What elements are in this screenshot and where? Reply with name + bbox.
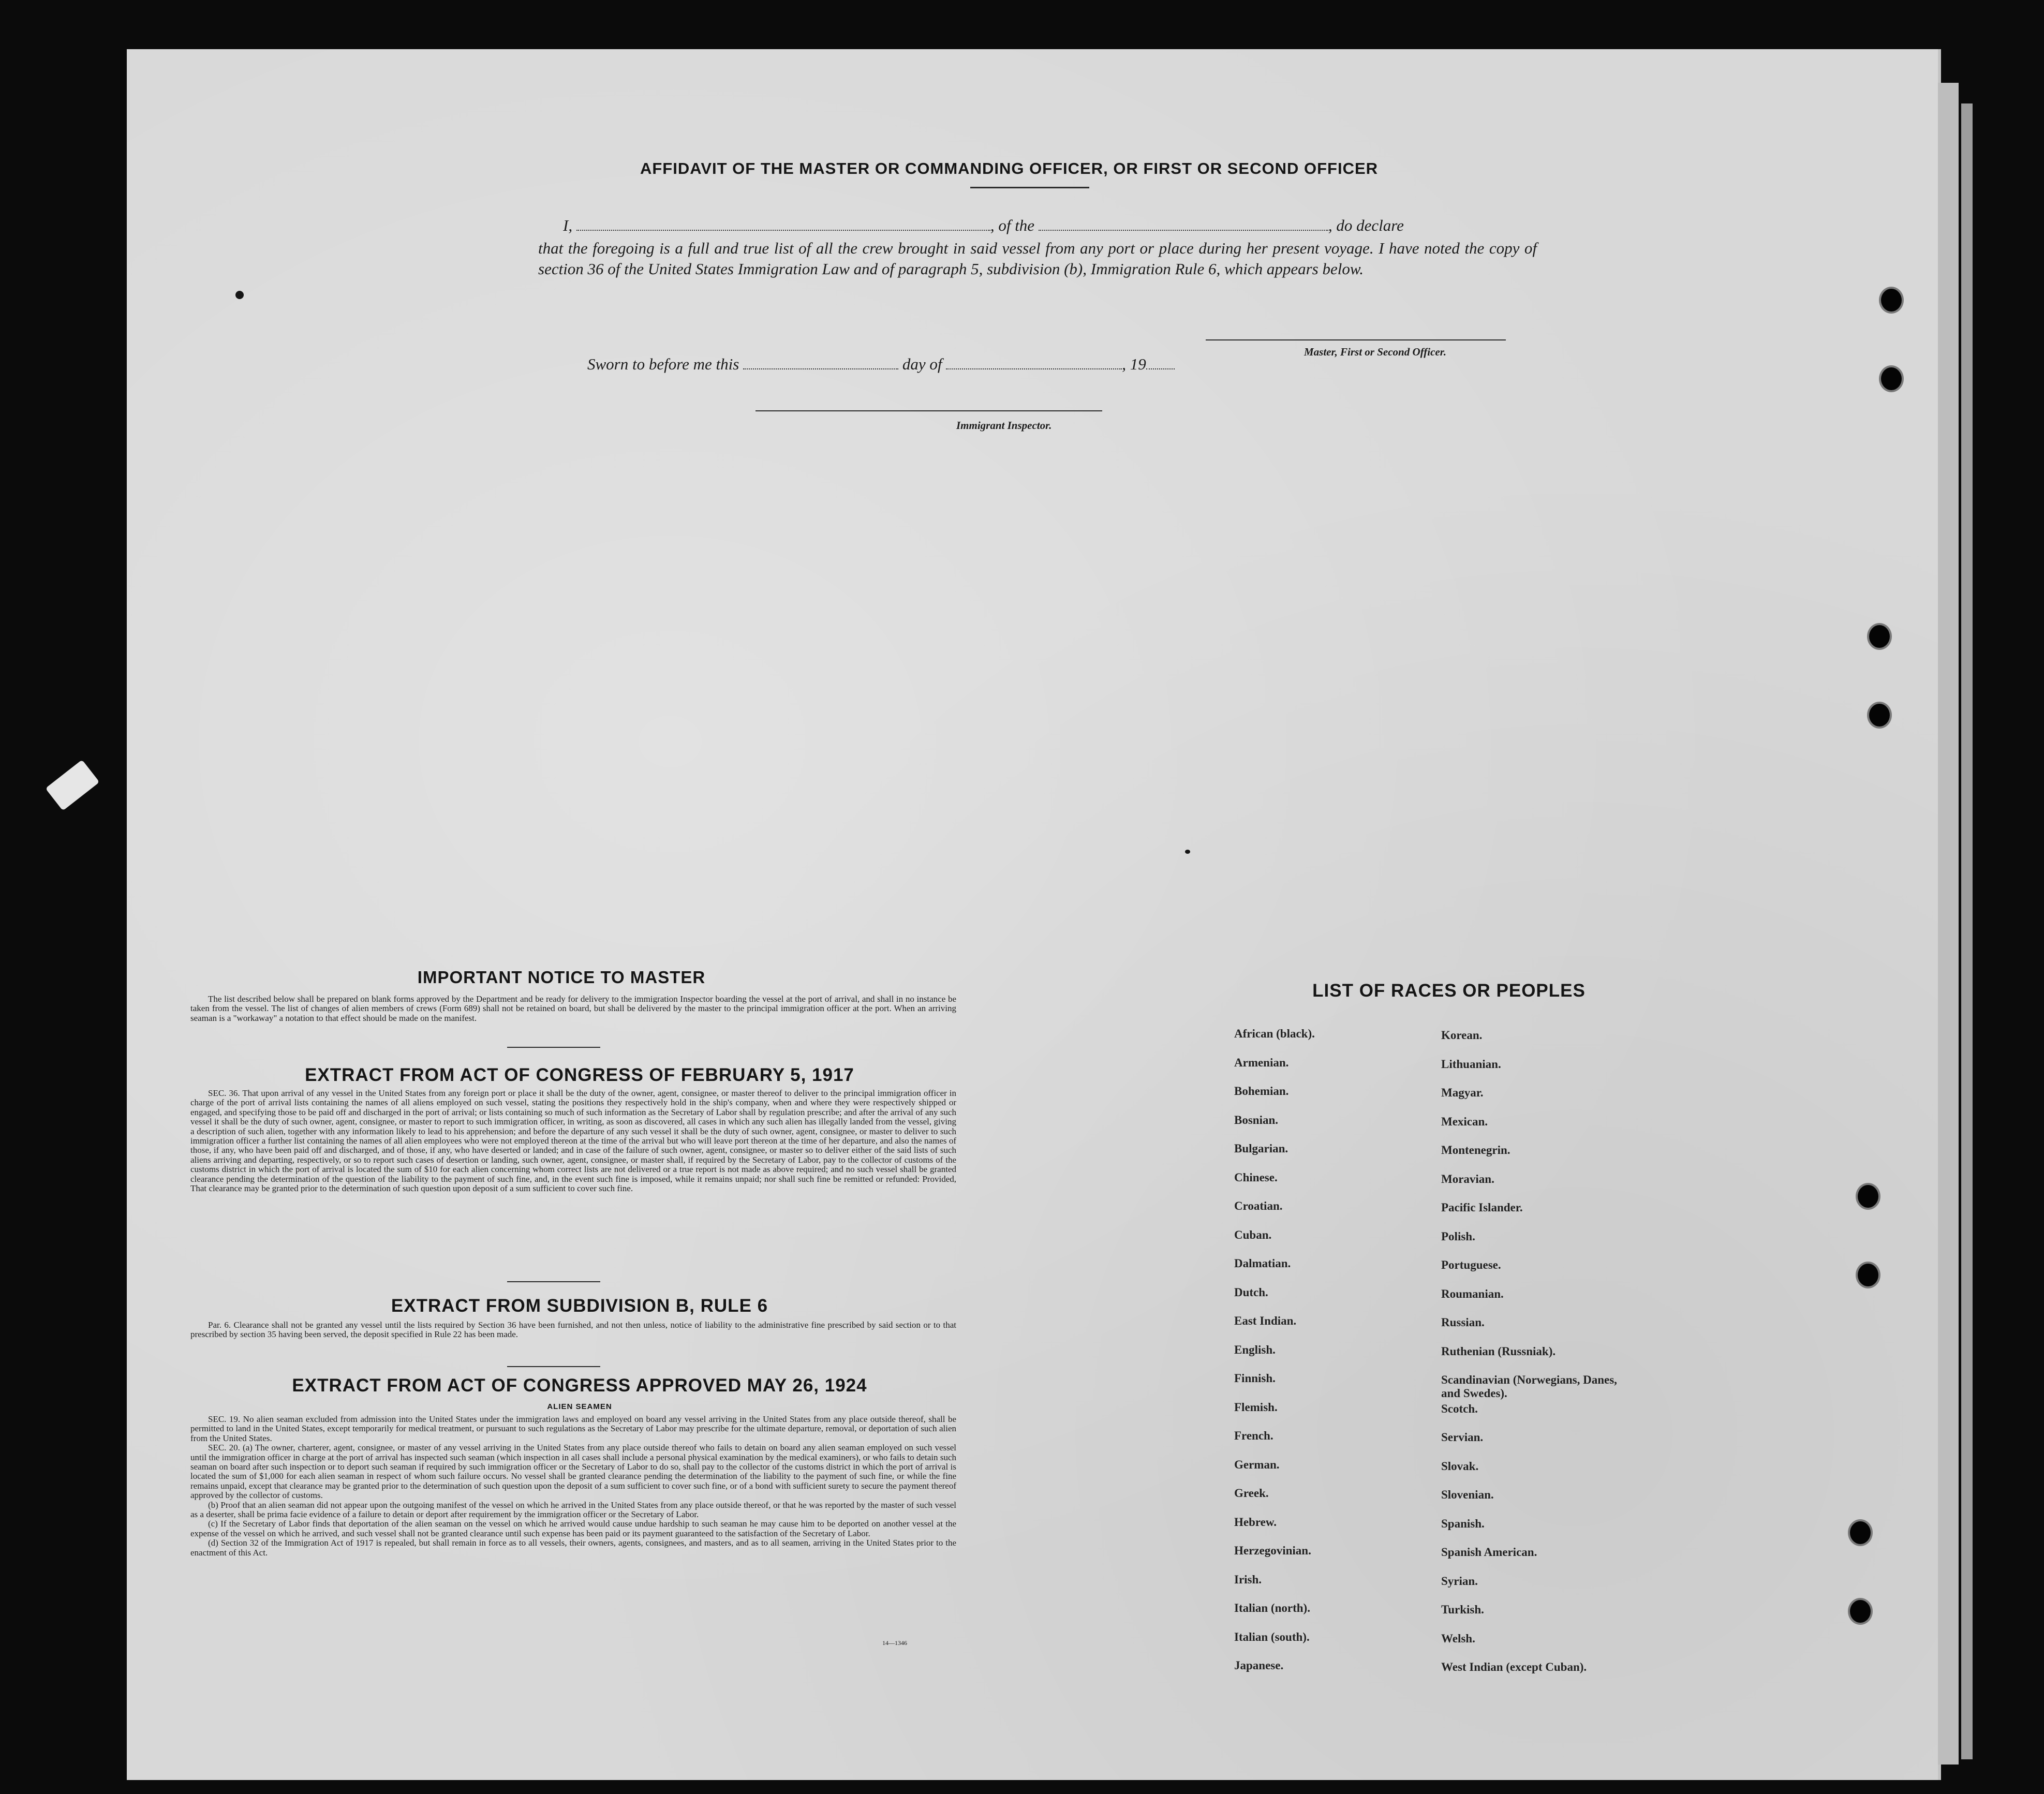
race-item: Montenegrin. <box>1441 1144 1510 1157</box>
inspector-caption: Immigrant Inspector. <box>956 419 1052 432</box>
binder-hole-icon <box>1850 1600 1871 1623</box>
race-item: Russian. <box>1441 1316 1485 1329</box>
notice-text <box>190 995 956 1023</box>
paper-clip <box>46 760 100 811</box>
declare-label: , do declare <box>1328 216 1404 234</box>
declaration-line <box>563 216 1404 235</box>
race-item: Slovenian. <box>1441 1488 1494 1501</box>
race-item: Greek. <box>1234 1487 1269 1500</box>
act-1924-text <box>190 1415 956 1558</box>
divider <box>507 1281 600 1282</box>
race-item: Hebrew. <box>1234 1515 1277 1529</box>
day-of-label: day of <box>902 355 942 373</box>
binder-hole-icon <box>1881 367 1902 390</box>
binder-hole-icon <box>1869 704 1890 727</box>
sec-20a-paragraph: SEC. 20. (a) The owner, charterer, agent, consignee, or master of any vessel arriving in the United States from any place outside thereof who fails to detain on board any alien seaman employed on such vessel until the immigration officer in charge at the port of arrival has inspected such seaman (which inspection in all cases shall include a personal physical examination by the medical examiners), or who fails to detain such seaman on board after such inspection or to deport such seaman if required by such immigration officer or the Secretary of Labor to do so, shall pay to the collector of the customs district in which the port of arrival is located the sum of $1,000 for each alien seaman in respect of whom such failure occurs. No vessel shall be granted clearance pending the determination of the liability to the payment of such fine, or while the fine remains unpaid, except that clearance may be granted prior to the determination of such question upon the deposit of a sum sufficient to cover such fine, or of a bond with sufficient surety to secure the payment thereof approved by the collector of customs. <box>190 1443 956 1501</box>
ink-spot <box>1185 850 1190 854</box>
act-1917-text <box>190 1089 956 1193</box>
sworn-line <box>587 355 1175 374</box>
races-right-column <box>1441 1029 1617 1689</box>
race-item: Portuguese. <box>1441 1258 1501 1271</box>
race-item: Bosnian. <box>1234 1113 1279 1126</box>
act-1924-title: EXTRACT FROM ACT OF CONGRESS APPROVED MAY 26, 1924 <box>292 1375 867 1396</box>
race-item: Lithuanian. <box>1441 1057 1501 1071</box>
race-item: Herzegovinian. <box>1234 1544 1311 1557</box>
race-item: Syrian. <box>1441 1574 1478 1588</box>
races-left-column <box>1234 1027 1315 1688</box>
race-item: Cuban. <box>1234 1228 1272 1241</box>
act-1917-paragraph: SEC. 36. That upon arrival of any vessel in the United States from any foreign port or place it shall be the duty of the owner, agent, consignee, or master thereof to deliver to the principal immigration officer in charge of the port of arrival lists containing the names of all aliens employed on such vessel, stating the positions they respectively hold in the ship's company, when and where they were respectively shipped or engaged, and specifying those to be paid off and discharged in the port of arrival; or lists containing so much of such information as the Secretary of Labor shall by regulation prescribe; and after the arrival of any such vessel it shall be the duty of such owner, agent, consignee, or master to report to such immigration officer, in writing, as soon as discovered, all cases in which any such alien has illegally landed from the vessel, giving a description of such alien, together with any information likely to lead to his apprehension; and before the departure of any such vessel it shall be the duty of such owner, agent, consignee, or master to deliver to such immigration officer a further list containing the names of all alien employees who were not employed thereon at the time of the arrival but who will leave port thereon at the time of her departure, and also the names of those, if any, who have been paid off and discharged, and of those, if any, who have deserted or landed; and in case of the failure of such owner, agent, consignee, or master so to deliver either of the said lists of such aliens arriving and departing, respectively, or so to report such cases of desertion or landing, such owner, agent, consignee, or master shall, if required by the Secretary of Labor, pay to the collector of customs of the customs district in which the port of arrival is located the sum of $10 for each alien concerning whom correct lists are not delivered or a true report is not made as above required; and no such vessel shall be granted clearance pending the determination of the question of the liability to the payment of such fine, and, in the event such fine is imposed, while it remains unpaid; nor shall such fine be remitted or refunded: Provided, That clearance may be granted prior to the determination of such question upon deposit of a sum sufficient to cover such fine. <box>190 1088 956 1194</box>
race-item: Bulgarian. <box>1234 1142 1288 1155</box>
race-item: Chinese. <box>1234 1170 1278 1184</box>
divider <box>507 1047 600 1048</box>
race-item: Welsh. <box>1441 1632 1475 1645</box>
race-item: Dalmatian. <box>1234 1257 1291 1270</box>
act-1917-title: EXTRACT FROM ACT OF CONGRESS OF FEBRUARY 5, 1917 <box>305 1065 854 1085</box>
race-item: German. <box>1234 1458 1280 1471</box>
race-item: Turkish. <box>1441 1603 1484 1616</box>
year-label: , 19 <box>1122 355 1146 373</box>
affidavit-title: AFFIDAVIT OF THE MASTER OR COMMANDING OFFICER, OR FIRST OR SECOND OFFICER <box>640 159 1379 177</box>
divider <box>507 1366 600 1367</box>
year-blank[interactable] <box>1146 368 1175 369</box>
binder-hole-icon <box>1850 1521 1871 1544</box>
i-label: I, <box>563 216 573 234</box>
rule-6-title: EXTRACT FROM SUBDIVISION B, RULE 6 <box>391 1296 768 1316</box>
race-item: Scandinavian (Norwegians, Danes, and Swedes). <box>1441 1373 1617 1400</box>
form-number: 14—1346 <box>882 1639 907 1647</box>
sec-20c-paragraph: (c) If the Secretary of Labor finds that deportation of the alien seaman on the vessel on which he arrived would cause undue hardship to such seaman he may cause him to be deported on another vessel at the expense of the vessel on which he arrived, and such vessel shall not be granted clearance until such expense has been paid or its payment guaranteed to the satisfaction of the Secretary of Labor. <box>190 1519 956 1538</box>
race-item: Italian (south). <box>1234 1630 1310 1643</box>
race-item: Pacific Islander. <box>1441 1201 1523 1214</box>
rule-6-paragraph: Par. 6. Clearance shall not be granted any vessel until the lists required by Section 36 have been furnished, and not then unless, notice of liability to the administrative fine prescribed by said section or to that prescribed by section 35 having been served, the deposit specified in Rule 22 has been made. <box>190 1320 956 1340</box>
alien-seamen-subtitle: ALIEN SEAMEN <box>547 1402 612 1411</box>
day-blank[interactable] <box>743 368 898 369</box>
race-item: Scotch. <box>1441 1402 1478 1415</box>
race-item: Flemish. <box>1234 1400 1278 1414</box>
race-item: English. <box>1234 1343 1276 1356</box>
race-item: Polish. <box>1441 1229 1475 1243</box>
race-item: Finnish. <box>1234 1372 1276 1385</box>
race-item: Croatian. <box>1234 1199 1283 1212</box>
race-item: Roumanian. <box>1441 1287 1504 1300</box>
notice-title: IMPORTANT NOTICE TO MASTER <box>417 968 706 987</box>
race-item: Italian (north). <box>1234 1602 1310 1614</box>
sec-19-paragraph: SEC. 19. No alien seaman excluded from admission into the United States under the immigration laws and employed on board any vessel arriving in the United States from any place outside thereof, shall be permitted to land in the United States, except temporarily for medical treatment, or pursuant to such regulations as the Secretary of Labor may prescribe for the ultimate departure, removal, or deportation of such alien from the United States. <box>190 1414 956 1443</box>
race-item: Slovak. <box>1441 1459 1479 1473</box>
name-blank[interactable] <box>576 230 990 231</box>
race-item: Korean. <box>1441 1029 1483 1042</box>
race-item: Irish. <box>1234 1573 1262 1586</box>
race-item: Dutch. <box>1234 1285 1268 1299</box>
races-title: LIST OF RACES OR PEOPLES <box>1312 981 1586 1001</box>
race-item: East Indian. <box>1234 1314 1297 1327</box>
race-item: Spanish. <box>1441 1517 1485 1530</box>
binder-hole-icon <box>1881 289 1902 312</box>
notice-paragraph: The list described below shall be prepared on blank forms approved by the Department and be ready for delivery to the immigration Inspector boarding the vessel at the port of arrival, and shall in no instance be taken from the vessel. The list of changes of alien members of crews (Form 689) shall not be retained on board, but shall be delivered by the master to the principal immigration officer at the port. When an arriving seaman is a "workaway" a notation to that effect should be made on the manifest. <box>190 994 956 1023</box>
ink-spot <box>235 291 244 299</box>
binder-hole-icon <box>1858 1264 1878 1286</box>
vessel-blank[interactable] <box>1039 230 1328 231</box>
binder-hole-icon <box>1858 1185 1878 1208</box>
inspector-line[interactable] <box>756 410 1102 411</box>
title-divider <box>970 187 1089 188</box>
sworn-label: Sworn to before me this <box>587 355 739 373</box>
race-item: Spanish American. <box>1441 1546 1537 1559</box>
race-item: Magyar. <box>1441 1086 1484 1099</box>
month-blank[interactable] <box>946 368 1122 369</box>
race-item: Ruthenian (Russniak). <box>1441 1344 1556 1358</box>
race-item: African (black). <box>1234 1027 1315 1040</box>
rule-6-text <box>190 1321 956 1340</box>
race-item: West Indian (except Cuban). <box>1441 1660 1587 1673</box>
race-item: French. <box>1234 1429 1273 1442</box>
race-item: Mexican. <box>1441 1115 1488 1128</box>
race-item: Servian. <box>1441 1431 1484 1444</box>
race-item: Armenian. <box>1234 1056 1289 1069</box>
race-item: Bohemian. <box>1234 1085 1289 1098</box>
of-the-label: , of the <box>990 216 1035 234</box>
page-edge-shadow <box>1961 103 1973 1759</box>
affidavit-body: that the foregoing is a full and true list of all the crew brought in said vessel from any port or place during her present voyage. I have noted the copy of section 36 of the United States Immigration Law and of paragraph 5, subdivision (b), Immigration Rule 6, which appears below. <box>538 239 1537 278</box>
sec-20d-paragraph: (d) Section 32 of the Immigration Act of 1917 is repealed, but shall remain in force as to all vessels, their owners, agents, consignees, and masters, and as to all seamen, arriving in the United States prior to the enactment of this Act. <box>190 1538 956 1558</box>
sec-20b-paragraph: (b) Proof that an alien seaman did not appear upon the outgoing manifest of the vessel on which he arrived in the United States from any place outside thereof, or that he was reported by the master of such vessel as a deserter, shall be prima facie evidence of a failure to detain or deport after requirement by the immigration officer or the Secretary of Labor. <box>190 1500 956 1520</box>
signature-line[interactable] <box>1206 339 1506 340</box>
page-edge <box>1938 83 1959 1765</box>
binder-hole-icon <box>1869 625 1890 648</box>
race-item: Japanese. <box>1234 1659 1284 1672</box>
signature-caption: Master, First or Second Officer. <box>1304 346 1446 358</box>
race-item: Moravian. <box>1441 1172 1494 1185</box>
